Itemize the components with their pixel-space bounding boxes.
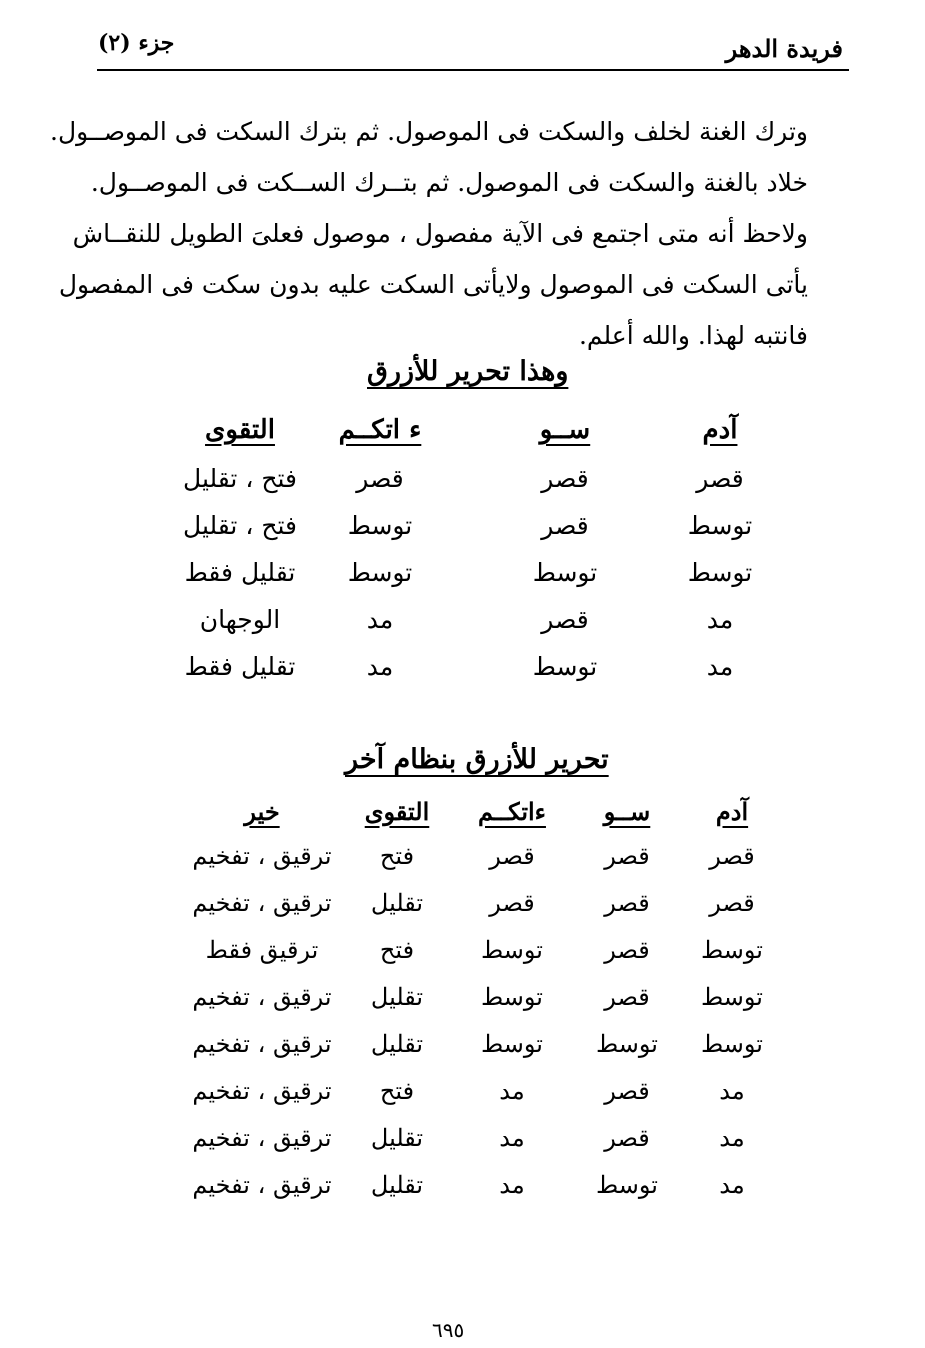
table-cell: توسط xyxy=(532,558,598,587)
table-cell: قصر xyxy=(604,888,650,917)
table-cell: تقليل xyxy=(370,982,424,1011)
table-cell: قصر xyxy=(604,982,650,1011)
body-line: وترك الغنة لخلف والسكت فى الموصول. ثم بترك السكت فى الموصــول. xyxy=(50,117,808,146)
table-cell: تقليل فقط xyxy=(184,558,296,587)
body-line: ولاحظ أنه متى اجتمع فى الآية مفصول ، موصول فعلىَ الطويل للنقــاش xyxy=(72,219,808,248)
table-row xyxy=(182,832,782,879)
running-header-title: فريدة الدهر xyxy=(725,34,843,63)
table-cell: مد xyxy=(499,1170,525,1199)
table-row xyxy=(180,643,770,690)
table2-header-cell: آدم xyxy=(715,796,749,826)
table-cell: ترقيق ، تفخيم xyxy=(192,841,332,870)
table-cell: ترقيق ، تفخيم xyxy=(192,1029,332,1058)
table-cell: تقليل فقط xyxy=(184,652,296,681)
table-cell: قصر xyxy=(541,464,589,493)
table-cell: مد xyxy=(499,1076,525,1105)
table-cell: توسط xyxy=(347,558,413,587)
table-row xyxy=(182,1114,782,1161)
table1-header-row xyxy=(180,405,770,455)
table1-title: وهذا تحرير للأزرق xyxy=(367,356,569,387)
table-row xyxy=(182,926,782,973)
table-cell: تقليل xyxy=(370,1029,424,1058)
table-cell: ترقيق ، تفخيم xyxy=(192,982,332,1011)
table1-header-cell: ســو xyxy=(539,415,591,445)
body-line: خلاد بالغنة والسكت فى الموصول. ثم بتــرك الســكت فى الموصــول. xyxy=(90,168,808,197)
header-rule xyxy=(97,69,849,71)
table-cell: توسط xyxy=(687,511,753,540)
table-cell: ترقيق ، تفخيم xyxy=(192,888,332,917)
table-cell: تقليل xyxy=(370,1170,424,1199)
table-cell: قصر xyxy=(709,888,755,917)
table-cell: قصر xyxy=(604,1076,650,1105)
table-cell: قصر xyxy=(541,605,589,634)
table-cell: فتح xyxy=(379,935,415,964)
table-cell: مد xyxy=(719,1170,745,1199)
body-line: فانتبه لهذا. والله أعلم. xyxy=(578,321,808,350)
table2-header-cell: خير xyxy=(244,796,280,826)
table-row xyxy=(180,502,770,549)
table-cell: توسط xyxy=(701,982,763,1011)
table-cell: قصر xyxy=(604,1123,650,1152)
table-cell: مد xyxy=(366,605,394,634)
body-paragraph xyxy=(50,106,808,361)
table-cell: مد xyxy=(706,605,734,634)
table-cell: توسط xyxy=(347,511,413,540)
table2-title: تحرير للأزرق بنظام آخر xyxy=(345,744,609,775)
table-cell: فتح xyxy=(379,1076,415,1105)
table-row xyxy=(180,549,770,596)
table-cell: قصر xyxy=(356,464,404,493)
table-cell: توسط xyxy=(596,1029,658,1058)
table-cell: مد xyxy=(706,652,734,681)
table-cell: توسط xyxy=(687,558,753,587)
table-cell: توسط xyxy=(532,652,598,681)
table-cell: مد xyxy=(719,1076,745,1105)
table2-header-cell: ســو xyxy=(603,796,651,826)
table-cell: توسط xyxy=(701,1029,763,1058)
table-cell: فتح xyxy=(379,841,415,870)
table-cell: تقليل xyxy=(370,1123,424,1152)
table-cell: مد xyxy=(499,1123,525,1152)
table-cell: قصر xyxy=(489,888,535,917)
table-cell: ترقيق ، تفخيم xyxy=(192,1123,332,1152)
table-cell: مد xyxy=(366,652,394,681)
table-cell: ترقيق ، تفخيم xyxy=(192,1076,332,1105)
table-cell: توسط xyxy=(481,935,543,964)
table-cell: قصر xyxy=(541,511,589,540)
table-cell: قصر xyxy=(696,464,744,493)
table-cell: توسط xyxy=(701,935,763,964)
table-cell: قصر xyxy=(604,935,650,964)
table-cell: فتح ، تقليل xyxy=(183,464,297,493)
table-cell: ترقيق فقط xyxy=(205,935,319,964)
table1 xyxy=(180,405,770,690)
table-cell: قصر xyxy=(709,841,755,870)
table1-header-cell: التقوى xyxy=(205,415,275,445)
table-row xyxy=(182,1020,782,1067)
running-header-part: جزء (٢) xyxy=(98,30,175,56)
table-row xyxy=(180,596,770,643)
table-cell: قصر xyxy=(604,841,650,870)
table-row xyxy=(182,1161,782,1208)
table2 xyxy=(182,790,782,1208)
table-cell: توسط xyxy=(596,1170,658,1199)
table-cell: قصر xyxy=(489,841,535,870)
table2-header-cell: التقوى xyxy=(364,796,430,826)
table1-header-cell: ء اتكــم xyxy=(338,415,422,445)
table-cell: فتح ، تقليل xyxy=(183,511,297,540)
table-row xyxy=(182,1067,782,1114)
table2-header-row xyxy=(182,790,782,832)
body-line: يأتى السكت فى الموصول ولايأتى السكت عليه بدون سكت فى المفصول xyxy=(58,270,808,299)
table-row xyxy=(182,973,782,1020)
table-cell: تقليل xyxy=(370,888,424,917)
table-row xyxy=(182,879,782,926)
table2-header-cell: ءاتكــم xyxy=(478,796,546,826)
table-cell: توسط xyxy=(481,1029,543,1058)
table-cell: مد xyxy=(719,1123,745,1152)
table-cell: الوجهان xyxy=(199,605,281,634)
table1-header-cell: آدم xyxy=(702,415,738,445)
table-cell: ترقيق ، تفخيم xyxy=(192,1170,332,1199)
table-row xyxy=(180,455,770,502)
page-number: ٦٩٥ xyxy=(432,1318,465,1342)
table-cell: توسط xyxy=(481,982,543,1011)
